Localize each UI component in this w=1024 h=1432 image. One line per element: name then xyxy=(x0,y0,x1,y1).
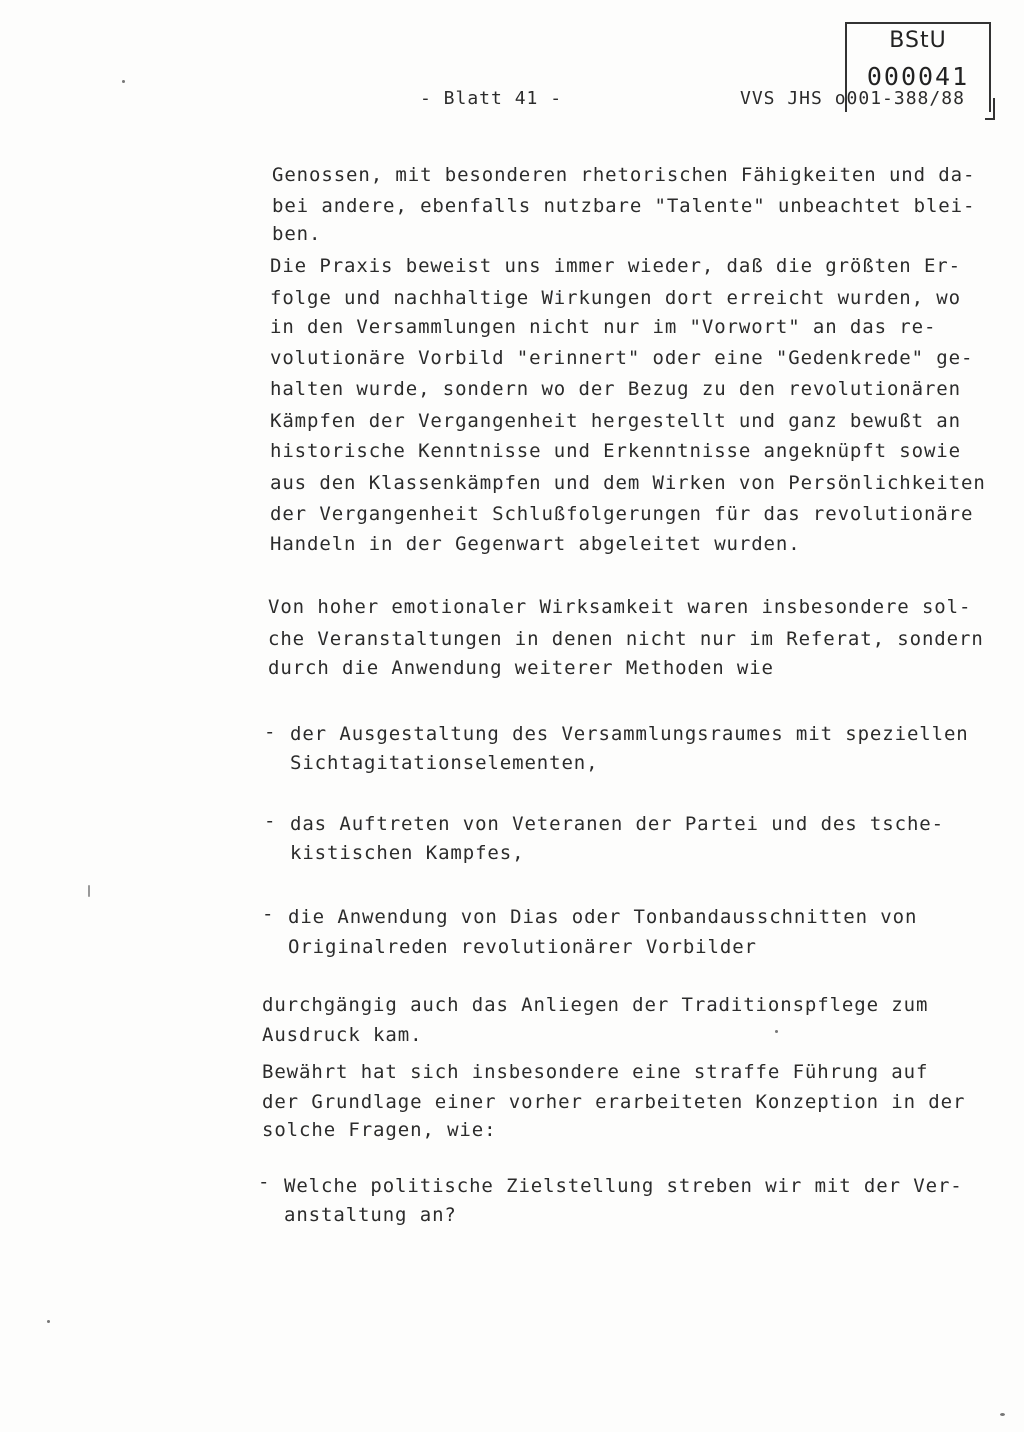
text-line: in den Versammlungen nicht nur im "Vorwort" an das re- xyxy=(270,316,937,338)
list-dash: - xyxy=(258,1171,270,1193)
list-item-line: der Ausgestaltung des Versammlungsraumes mit speziellen xyxy=(290,723,969,745)
list-dash: - xyxy=(264,810,276,832)
text-line: Handeln in der Gegenwart abgeleitet wurden. xyxy=(270,533,801,555)
text-line: Ausdruck kam. xyxy=(262,1024,423,1046)
stamp-number: 000041 xyxy=(866,62,970,91)
stamp-label: BStU xyxy=(889,28,947,53)
list-dash: - xyxy=(264,721,276,743)
scan-mark xyxy=(88,885,90,897)
reference-bracket xyxy=(985,98,995,120)
scan-speck xyxy=(122,80,125,83)
text-line: che Veranstaltungen in denen nicht nur im Referat, sondern xyxy=(268,628,984,650)
text-line: ben. xyxy=(272,223,322,245)
text-line: der Vergangenheit Schlußfolgerungen für das revolutionäre xyxy=(270,503,974,525)
sheet-number: - Blatt 41 - xyxy=(420,88,563,109)
list-item-line: die Anwendung von Dias oder Tonbandausschnitten von xyxy=(288,906,918,928)
list-item-line: Sichtagitationselementen, xyxy=(290,752,599,774)
scan-speck xyxy=(1000,1413,1005,1416)
text-line: aus den Klassenkämpfen und dem Wirken von Persönlichkeiten xyxy=(270,472,986,494)
document-reference: VVS JHS o001-388/88 xyxy=(740,88,965,109)
list-dash: - xyxy=(262,903,274,925)
text-line: Von hoher emotionaler Wirksamkeit waren insbesondere sol- xyxy=(268,596,972,618)
text-line: durchgängig auch das Anliegen der Traditionspflege zum xyxy=(262,994,929,1016)
text-line: bei andere, ebenfalls nutzbare "Talente" unbeachtet blei- xyxy=(272,195,976,217)
list-item-line: das Auftreten von Veteranen der Partei und des tsche- xyxy=(290,813,944,835)
list-item-line: anstaltung an? xyxy=(284,1204,457,1226)
text-line: Kämpfen der Vergangenheit hergestellt und ganz bewußt an xyxy=(270,410,961,432)
list-item-line: Welche politische Zielstellung streben wir mit der Ver- xyxy=(284,1175,963,1197)
text-line: durch die Anwendung weiterer Methoden wie xyxy=(268,657,774,679)
text-line: volutionäre Vorbild "erinnert" oder eine "Gedenkrede" ge- xyxy=(270,347,974,369)
text-line: Genossen, mit besonderen rhetorischen Fähigkeiten und da- xyxy=(272,164,976,186)
text-line: solche Fragen, wie: xyxy=(262,1119,497,1141)
scan-speck xyxy=(775,1030,778,1033)
text-line: folge und nachhaltige Wirkungen dort erreicht wurden, wo xyxy=(270,287,961,309)
text-line: halten wurde, sondern wo der Bezug zu den revolutionären xyxy=(270,378,961,400)
list-item-line: Originalreden revolutionärer Vorbilder xyxy=(288,936,757,958)
text-line: historische Kenntnisse und Erkenntnisse angeknüpft sowie xyxy=(270,440,961,462)
text-line: der Grundlage einer vorher erarbeiteten Konzeption in der xyxy=(262,1091,966,1113)
text-line: Bewährt hat sich insbesondere eine straffe Führung auf xyxy=(262,1061,929,1083)
scan-speck xyxy=(47,1320,50,1323)
text-line: Die Praxis beweist uns immer wieder, daß die größten Er- xyxy=(270,255,961,277)
list-item-line: kistischen Kampfes, xyxy=(290,842,525,864)
